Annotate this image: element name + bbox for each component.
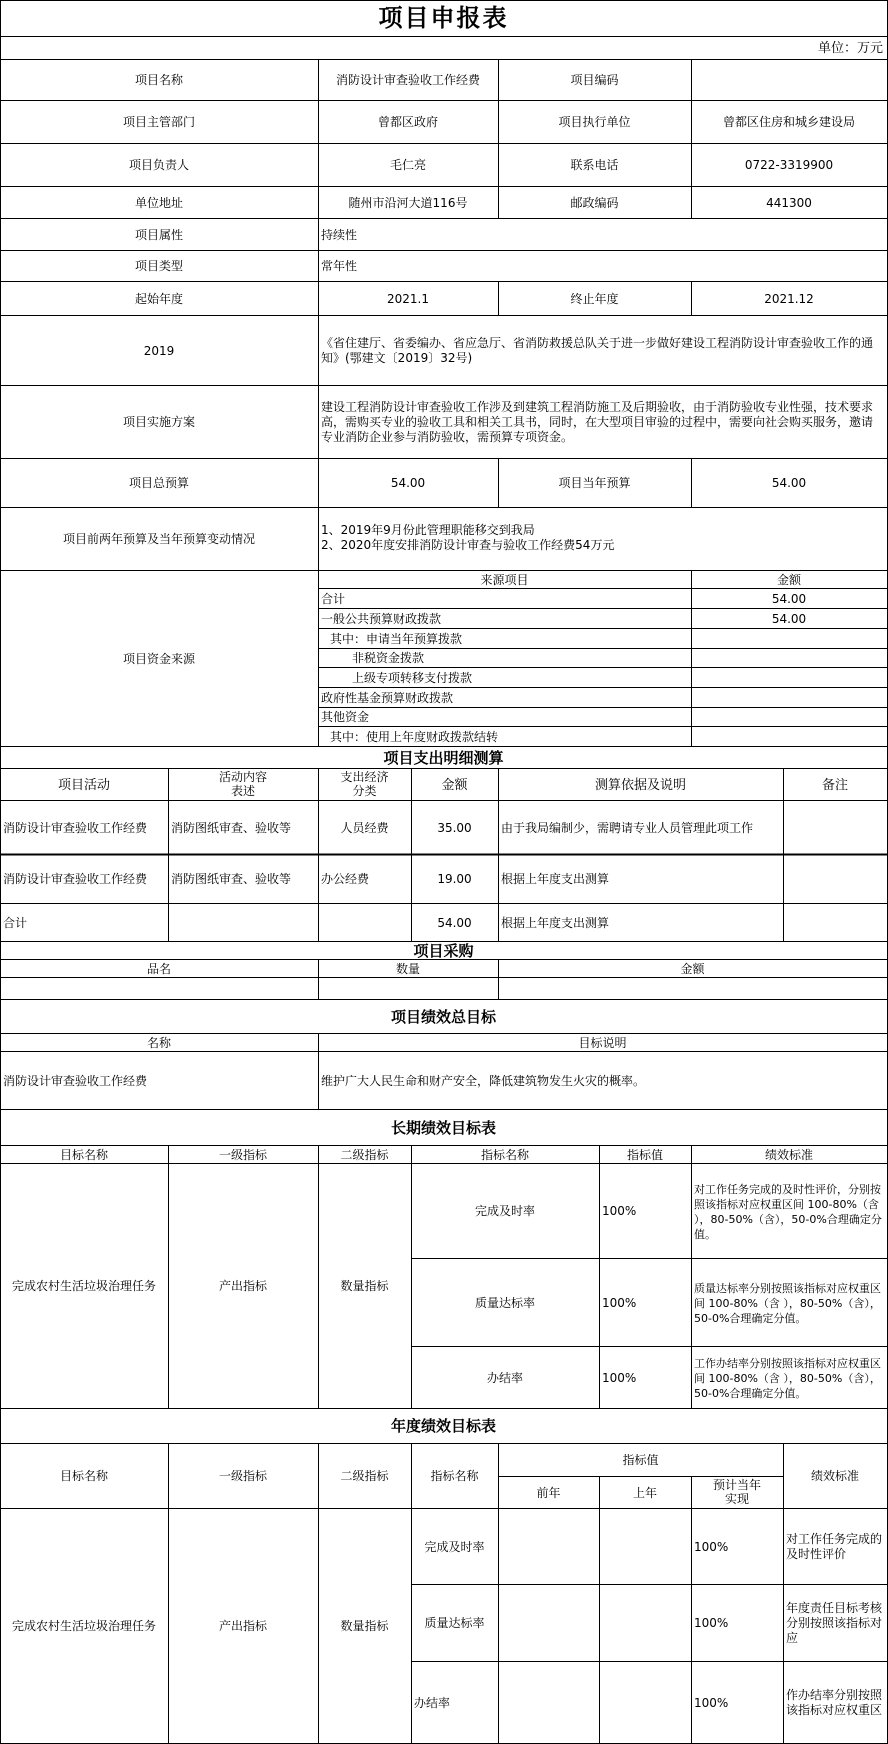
- an-row-prev1: [599, 1662, 691, 1744]
- an-header-prev1: 上年: [632, 1485, 657, 1500]
- an-header-expected-line2: 实现: [724, 1492, 749, 1506]
- expense-row-basis: 由于我局编制少，需聘请专业人员管理此项工作: [501, 820, 754, 835]
- funding-row-name: 其中：使用上年度财政拨款结转: [330, 729, 499, 744]
- funding-row-amount: 54.00: [771, 591, 807, 606]
- funding-row-name: 一般公共预算财政拨款: [321, 611, 442, 626]
- end-year-value: 2021.12: [764, 291, 814, 306]
- start-year-label: 起始年度: [134, 291, 183, 306]
- expense-header-activity: 项目活动: [57, 777, 110, 793]
- zip-label: 邮政编码: [570, 195, 619, 210]
- lt-l2: 数量指标: [340, 1279, 389, 1293]
- expense-row-amount: 35.00: [437, 820, 472, 835]
- an-header-std: 绩效标准: [810, 1469, 859, 1483]
- funding-row-name: 合计: [321, 591, 346, 606]
- expense-row-class: [318, 904, 411, 942]
- lt-header-l1: 一级指标: [218, 1147, 267, 1162]
- an-row-prev2: [498, 1585, 599, 1662]
- an-row-ind: 质量达标率: [424, 1616, 485, 1630]
- lt-row-std: 质量达标率分别按照该指标对应权重区间 100-80%（含 ），80-50%（含），50-0%合理确定分值。: [694, 1281, 881, 1325]
- goal-header-desc: 目标说明: [578, 1035, 627, 1050]
- lt-row-ind: 质量达标率: [474, 1295, 535, 1310]
- expense-header-content-line2: 表述: [230, 784, 255, 798]
- expense-row-activity: 消防设计审查验收工作经费: [3, 872, 148, 886]
- project-name-value: 消防设计审查验收工作经费: [335, 73, 480, 87]
- an-row-ind: 办结率: [414, 1695, 451, 1710]
- current-budget-value: 54.00: [771, 476, 807, 490]
- expense-row-note: [783, 855, 887, 904]
- expense-header-amount: 金额: [441, 777, 468, 793]
- exec-unit-label: 项目执行单位: [558, 115, 631, 129]
- goal-name: 消防设计审查验收工作经费: [3, 1073, 148, 1088]
- dept-label: 项目主管部门: [122, 115, 195, 129]
- expense-row-amount: 19.00: [437, 872, 472, 886]
- type-value: 常年性: [321, 259, 358, 273]
- project-code-label: 项目编码: [570, 73, 619, 87]
- expense-total-amount: 54.00: [437, 915, 472, 930]
- total-budget-value: 54.00: [390, 476, 426, 490]
- expense-header-content-line1: 活动内容: [218, 770, 267, 784]
- an-header-l2: 二级指标: [340, 1469, 389, 1483]
- an-row-prev2: [498, 1662, 599, 1744]
- expense-header-class-line1: 支出经济: [340, 770, 389, 784]
- funding-row-amount: [691, 688, 887, 708]
- lt-row-val: 100%: [602, 1295, 637, 1310]
- funding-row-name: 上级专项转移支付拨款: [352, 670, 473, 685]
- lt-row-val: 100%: [602, 1370, 637, 1385]
- plan-label: 项目实施方案: [122, 415, 195, 429]
- lt-row-ind: 办结率: [486, 1370, 523, 1385]
- an-row-prev1: [599, 1585, 691, 1662]
- funding-row-amount: [691, 629, 887, 649]
- an-header-expected-line1: 预计当年: [712, 1478, 761, 1492]
- project-name-label: 项目名称: [134, 73, 183, 87]
- an-row-prev2: [498, 1509, 599, 1585]
- expense-row-content: 消防图纸审查、验收等: [171, 820, 292, 835]
- expense-row-content: 消防图纸审查、验收等: [171, 872, 292, 886]
- lt-header-goal: 目标名称: [59, 1147, 108, 1162]
- an-row-prev1: [599, 1509, 691, 1585]
- lt-row-val: 100%: [602, 1204, 637, 1218]
- phone-value: 0722-3319900: [744, 158, 834, 172]
- an-l2: 数量指标: [340, 1619, 389, 1633]
- expense-row-basis: 根据上年度支出测算: [501, 872, 610, 886]
- lt-row-std: 工作办结率分别按照该指标对应权重区间 100-80%（含 ），80-50%（含），50-0%合理确定分值。: [694, 1356, 881, 1400]
- an-row-expected: 100%: [694, 1616, 729, 1630]
- funding-source-header: 来源项目: [480, 572, 529, 587]
- dept-value: 曾都区政府: [377, 115, 438, 129]
- lt-row-ind: 完成及时率: [474, 1204, 535, 1218]
- funding-row-name: 其他资金: [321, 710, 370, 724]
- funding-row-amount: [691, 668, 887, 688]
- expense-section-title: 项目支出明细测算: [383, 748, 504, 767]
- an-row-std: 作办结率分别按照该指标对应权重区: [786, 1688, 883, 1717]
- zip-value: 441300: [766, 195, 812, 210]
- an-row-std: 年度责任目标考核分别按照该指标对应: [786, 1601, 883, 1645]
- expense-header-class-line2: 分类: [352, 784, 377, 798]
- attr-value: 持续性: [321, 227, 358, 242]
- lt-l1: 产出指标: [218, 1279, 267, 1293]
- an-l1: 产出指标: [218, 1619, 267, 1633]
- basis-value: 《省住建厅、省委编办、省应急厅、省消防救援总队关于进一步做好建设工程消防设计审查验收工作的通知》(鄂建文〔2019〕32号): [321, 336, 874, 365]
- an-header-prev2: 前年: [536, 1485, 561, 1500]
- goal-section-title: 项目绩效总目标: [390, 1007, 496, 1026]
- budget-change-value: [318, 508, 887, 571]
- expense-total-label: 合计: [3, 915, 28, 930]
- budget-change-line-2: 2、2020年度安排消防设计审查与验收工作经费54万元: [321, 538, 615, 552]
- project-code-value: [691, 60, 887, 101]
- purchase-header-name: 品名: [146, 961, 171, 976]
- expense-header-basis: 测算依据及说明: [594, 777, 686, 793]
- funding-label: 项目资金来源: [122, 651, 195, 666]
- type-label: 项目类型: [134, 259, 183, 273]
- expense-row-note: [783, 904, 887, 942]
- purchase-header-qty: 数量: [395, 961, 420, 976]
- funding-row-amount: 54.00: [771, 611, 807, 626]
- leader-value: 毛仁亮: [389, 158, 426, 172]
- an-row-std: 对工作任务完成的及时性评价: [786, 1532, 883, 1561]
- an-goal: 完成农村生活垃圾治理任务: [11, 1619, 156, 1633]
- lt-header-std: 绩效标准: [764, 1147, 813, 1162]
- expense-row-class: 办公经费: [321, 872, 370, 886]
- funding-row-amount: [691, 649, 887, 668]
- lt-header-ind: 指标名称: [480, 1147, 529, 1162]
- funding-row-amount: [691, 727, 887, 747]
- phone-label: 联系电话: [570, 158, 619, 172]
- an-row-ind: 完成及时率: [424, 1539, 485, 1554]
- funding-row-name: 非税资金拨款: [352, 651, 425, 665]
- an-header-val: 指标值: [622, 1453, 659, 1467]
- total-budget-label: 项目总预算: [128, 476, 189, 490]
- exec-unit-value: 曾都区住房和城乡建设局: [722, 115, 855, 129]
- purchase-header-amount: 金额: [680, 961, 705, 976]
- expense-row-note: [783, 801, 887, 855]
- goal-desc: 维护广大人民生命和财产安全，降低建筑物发生火灾的概率。: [321, 1073, 646, 1088]
- expense-row-activity: 消防设计审查验收工作经费: [3, 820, 148, 835]
- plan-value: 建设工程消防设计审查验收工作涉及到建筑工程消防施工及后期验收，由于消防验收专业性强，技术要求高，需购买专业的验收工具和相关工具书，同时，在大型项目审验的过程中，需要向社会购买服务，邀请专业消防企业参与消防验收，需预算专项资金。: [321, 400, 874, 444]
- leader-label: 项目负责人: [128, 158, 189, 172]
- lt-row-std: 对工作任务完成的及时性评价，分别按照该指标对应权重区间 100-80%（含 ），80-50%（含），50-0%合理确定分值。: [694, 1182, 882, 1241]
- page-title: 项目申报表: [378, 3, 509, 32]
- unit-label: 单位：万元: [817, 40, 883, 56]
- budget-change-label: 项目前两年预算及当年预算变动情况: [62, 532, 255, 546]
- expense-row-basis: 根据上年度支出测算: [501, 915, 610, 930]
- funding-row-name: 其中：申请当年预算拨款: [330, 631, 463, 646]
- an-row-expected: 100%: [694, 1695, 729, 1710]
- an-header-ind: 指标名称: [430, 1469, 479, 1483]
- an-header-goal: 目标名称: [59, 1469, 108, 1483]
- start-year-value: 2021.1: [387, 291, 429, 306]
- address-label: 单位地址: [134, 195, 183, 210]
- funding-amount-header: 金额: [776, 572, 801, 587]
- funding-row-amount: [691, 708, 887, 727]
- expense-header-class: [318, 769, 411, 801]
- expense-header-content: [168, 769, 318, 801]
- attr-label: 项目属性: [134, 227, 183, 242]
- long-term-section-title: 长期绩效目标表: [390, 1118, 496, 1137]
- an-row-expected: 100%: [694, 1539, 729, 1554]
- current-budget-label: 项目当年预算: [558, 476, 631, 490]
- expense-header-note: 备注: [821, 777, 848, 793]
- an-header-expected: [691, 1477, 783, 1509]
- annual-section-title: 年度绩效目标表: [390, 1417, 496, 1435]
- expense-row-content: [168, 904, 318, 942]
- basis-label: 2019: [143, 343, 175, 358]
- lt-header-l2: 二级指标: [340, 1147, 389, 1162]
- lt-goal: 完成农村生活垃圾治理任务: [11, 1279, 156, 1293]
- lt-header-val: 指标值: [626, 1147, 663, 1162]
- address-value: 随州市沿河大道116号: [348, 195, 468, 210]
- funding-row-name: 政府性基金预算财政拨款: [321, 690, 454, 705]
- purchase-section-title: 项目采购: [413, 942, 474, 960]
- expense-row-class: 人员经费: [340, 820, 389, 835]
- goal-header-name: 名称: [146, 1035, 171, 1050]
- end-year-label: 终止年度: [570, 291, 619, 306]
- budget-change-line-1: 1、2019年9月份此管理职能移交到我局: [321, 523, 535, 537]
- an-header-l1: 一级指标: [218, 1469, 267, 1483]
